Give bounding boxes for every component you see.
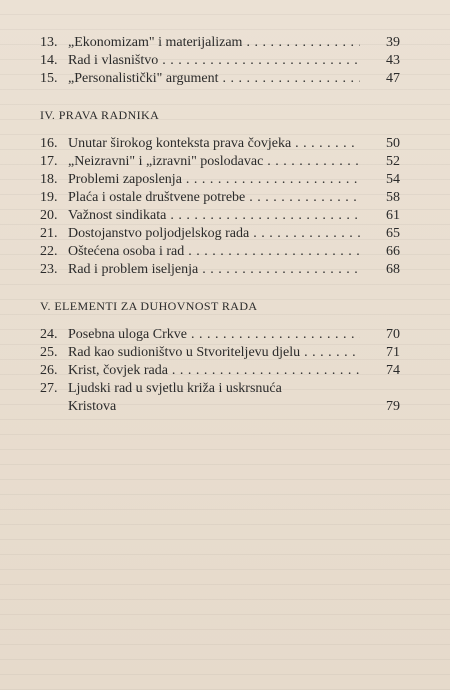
toc-entry[interactable] (40, 70, 400, 88)
entry-page: 52 (386, 154, 400, 169)
entry-title: Krist, čovjek rada . . . (68, 362, 360, 380)
entry-number: 27. (40, 381, 58, 396)
table-of-contents (40, 34, 400, 416)
entry-page: 65 (386, 226, 400, 241)
entry-title: Rad i vlasništvo . . . (68, 52, 360, 70)
entry-title: Važnost sindikata . . . (68, 207, 360, 225)
entry-page: 47 (386, 71, 400, 86)
entry-number: 13. (40, 35, 58, 50)
section-heading: IV. PRAVA RADNIKA (40, 108, 160, 122)
toc-entry[interactable] (40, 171, 400, 189)
toc-entry[interactable] (40, 326, 400, 344)
entry-title: Dostojanstvo poljodjelskog rada . . . (68, 225, 360, 243)
toc-entry[interactable] (40, 207, 400, 225)
entry-number: 15. (40, 71, 58, 86)
toc-entry[interactable] (40, 344, 400, 362)
entry-page: 66 (386, 244, 400, 259)
entry-number: 14. (40, 53, 58, 68)
toc-entry[interactable] (40, 135, 400, 153)
entry-title: Rad i problem iseljenja . . . (68, 261, 360, 279)
entry-number: 22. (40, 244, 58, 259)
entry-number: 19. (40, 190, 58, 205)
entry-title: „Personalistički" argument . . . (68, 70, 360, 88)
entry-number: 20. (40, 208, 58, 223)
toc-entry[interactable] (40, 153, 400, 171)
entry-title: Rad kao sudioništvo u Stvoriteljevu djelu . . . (68, 344, 360, 362)
entry-page: 71 (386, 345, 400, 360)
entry-number: 24. (40, 327, 58, 342)
entry-title-line1: Ljudski rad u svjetlu križa i uskrsnuća (68, 381, 282, 396)
entry-number: 23. (40, 262, 58, 277)
entry-title: Posebna uloga Crkve . . . (68, 326, 360, 344)
toc-entry[interactable] (40, 34, 400, 52)
entry-title: „Neizravni" i „izravni" poslodavac . . . (68, 153, 360, 171)
entry-page: 74 (386, 363, 400, 378)
entry-number: 21. (40, 226, 58, 241)
toc-entry[interactable] (40, 189, 400, 207)
entry-page: 43 (386, 53, 400, 68)
entry-number: 16. (40, 136, 58, 151)
entry-page: 54 (386, 172, 400, 187)
entry-page: 68 (386, 262, 400, 277)
entry-title: „Ekonomizam" i materijalizam . . . (68, 34, 360, 52)
entry-page: 58 (386, 190, 400, 205)
entry-title: Plaća i ostale društvene potrebe . . . (68, 189, 360, 207)
toc-entry[interactable] (40, 225, 400, 243)
entry-title: Problemi zaposlenja . . . (68, 171, 360, 189)
entry-page: 50 (386, 136, 400, 151)
toc-entry[interactable] (40, 52, 400, 70)
entry-number: 18. (40, 172, 58, 187)
section-heading: V. ELEMENTI ZA DUHOVNOST RADA (40, 299, 258, 313)
entry-number: 26. (40, 363, 58, 378)
entry-page: 79 (386, 399, 400, 414)
entry-title: Oštećena osoba i rad . . . (68, 243, 360, 261)
entry-title-line2: Kristova (68, 399, 117, 414)
entry-number: 17. (40, 154, 58, 169)
toc-entry[interactable] (40, 362, 400, 380)
entry-title (68, 380, 360, 416)
toc-entry[interactable] (40, 380, 400, 416)
entry-page: 70 (386, 327, 400, 342)
entry-page: 61 (386, 208, 400, 223)
entry-title: Unutar širokog konteksta prava čovjeka . . . (68, 135, 360, 153)
toc-entry[interactable] (40, 243, 400, 261)
entry-page: 39 (386, 35, 400, 50)
toc-entry[interactable] (40, 261, 400, 279)
entry-number: 25. (40, 345, 58, 360)
